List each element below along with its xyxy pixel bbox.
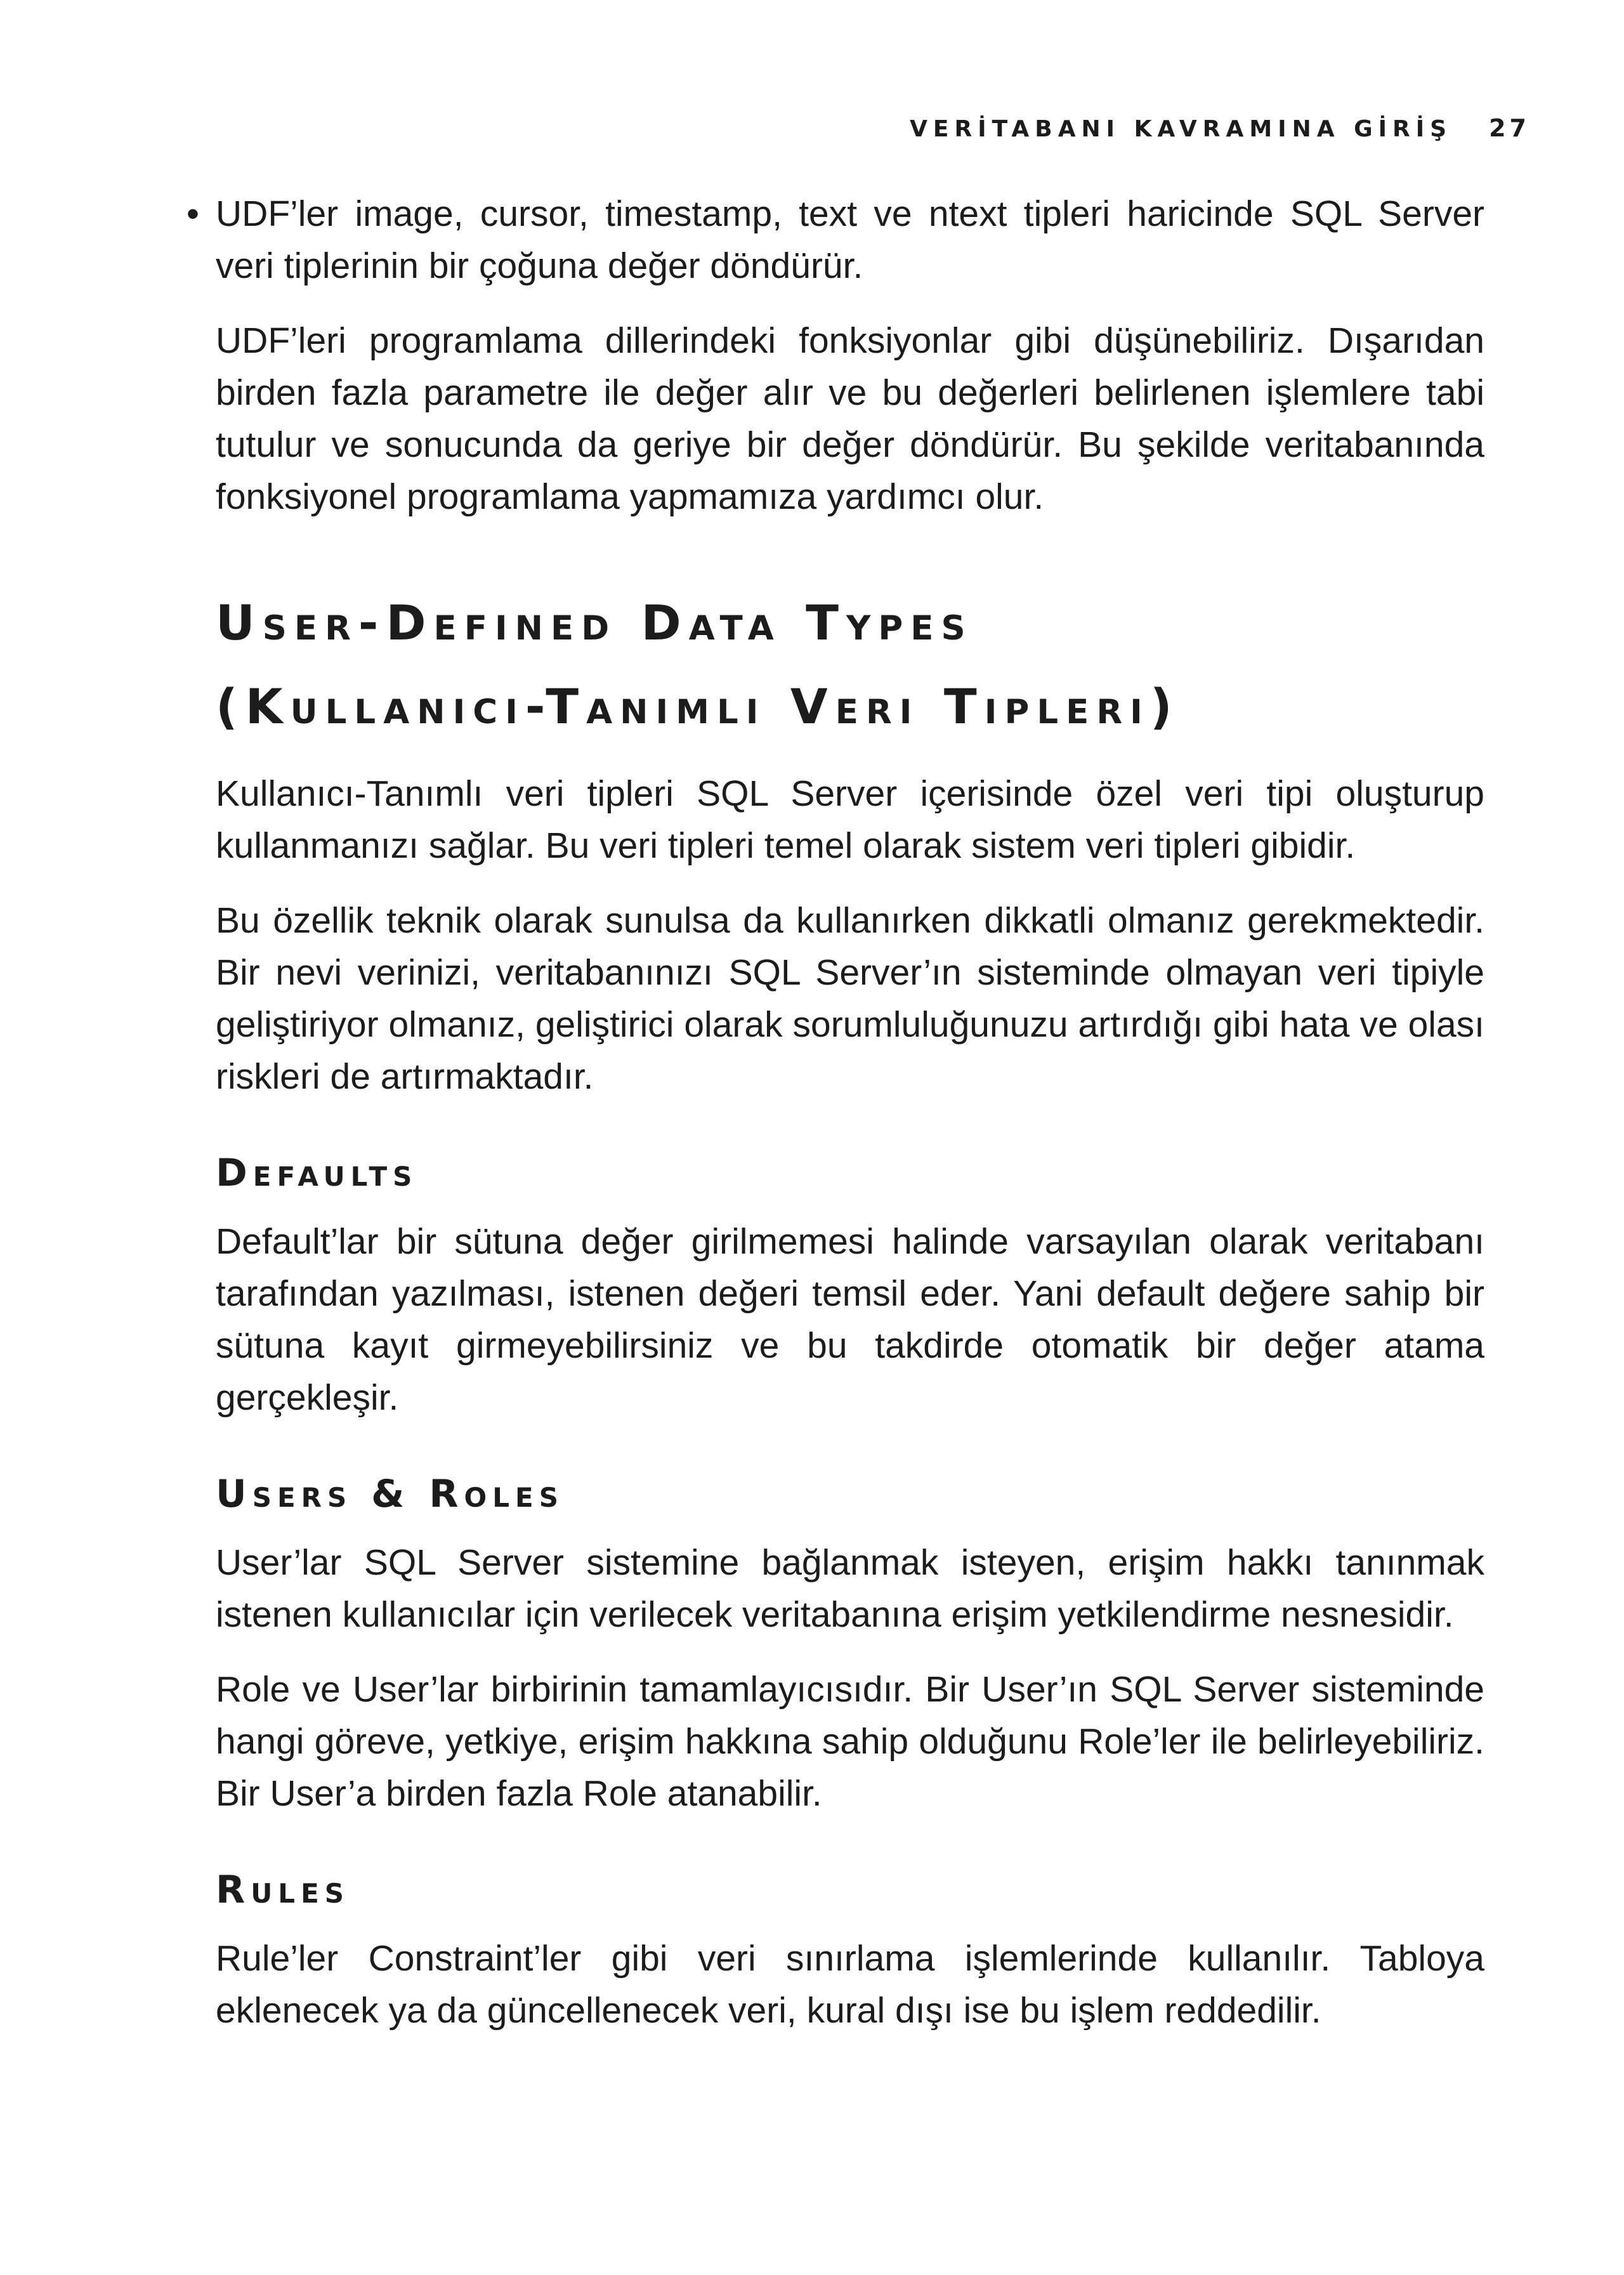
running-title: VERİTABANI KAVRAMINA GİRİŞ [910,116,1453,142]
section-paragraph: Bu özellik teknik olarak sunulsa da kullanırken dikkatli olmanız gerekmektedir. Bir nevi verinizi, veritabanınızı SQL Server’ın sisteminde olmayan veri tipiyle geliştiriyor olmanız, geliştirici olarak sorumluluğunuzu artırdığı gibi hata ve olası riskleri de artırmaktadır. [216,900,1484,1097]
running-header [910,114,1530,142]
bullet-item [187,188,1484,292]
rules-paragraph: Rule’ler Constraint’ler gibi veri sınırlama işlemlerinde kullanılır. Tabloya eklenecek ya da güncellenecek veri, kural dışı ise bu işlem reddedilir. [216,1938,1484,2031]
page-body [187,188,1484,2036]
section-title-line-1: User-Defined Data Types [216,594,973,651]
bullet-icon: • [187,193,199,234]
section-title [216,581,1484,749]
users-roles-heading: Users & Roles [216,1472,564,1516]
users-roles-paragraph: Role ve User’lar birbirinin tamamlayıcısıdır. Bir User’ın SQL Server sisteminde hangi göreve, yetkiye, erişim hakkına sahip olduğunu Role’ler ile belirleyebiliriz. Bir User’a birden fazla Role atanabilir. [216,1669,1484,1814]
rules-heading: Rules [216,1868,350,1912]
defaults-paragraph: Default’lar bir sütuna değer girilmemesi halinde varsayılan olarak veritabanı tarafından yazılması, istenen değeri temsil eder. Yani default değere sahip bir sütuna kayıt girmeyebilirsiniz ve bu takdirde otomatik bir değer atama gerçekleşir. [216,1221,1484,1418]
defaults-heading: Defaults [216,1151,418,1195]
bullet-text: UDF’ler image, cursor, timestamp, text ve ntext tipleri haricinde SQL Server veri tiplerinin bir çoğuna değer döndürür. [216,193,1484,286]
intro-paragraph: UDF’leri programlama dillerindeki fonksiyonlar gibi düşünebiliriz. Dışarıdan birden fazla parametre ile değer alır ve bu değerleri belirlenen işlemlere tabi tutulur ve sonucunda da geriye bir değer döndürür. Bu şekilde veritabanında fonksiyonel programlama yapmamıza yardımcı olur. [216,320,1484,517]
section-title-line-2: (Kullanıcı-Tanımlı Veri Tipleri) [216,678,1180,735]
section-paragraph: Kullanıcı-Tanımlı veri tipleri SQL Server içerisinde özel veri tipi oluşturup kullanmanızı sağlar. Bu veri tipleri temel olarak sistem veri tipleri gibidir. [216,773,1484,866]
users-roles-paragraph: User’lar SQL Server sistemine bağlanmak isteyen, erişim hakkı tanınmak istenen kullanıcılar için verilecek veritabanına erişim yetkilendirme nesnesidir. [216,1542,1484,1635]
page-number: 27 [1489,114,1530,142]
